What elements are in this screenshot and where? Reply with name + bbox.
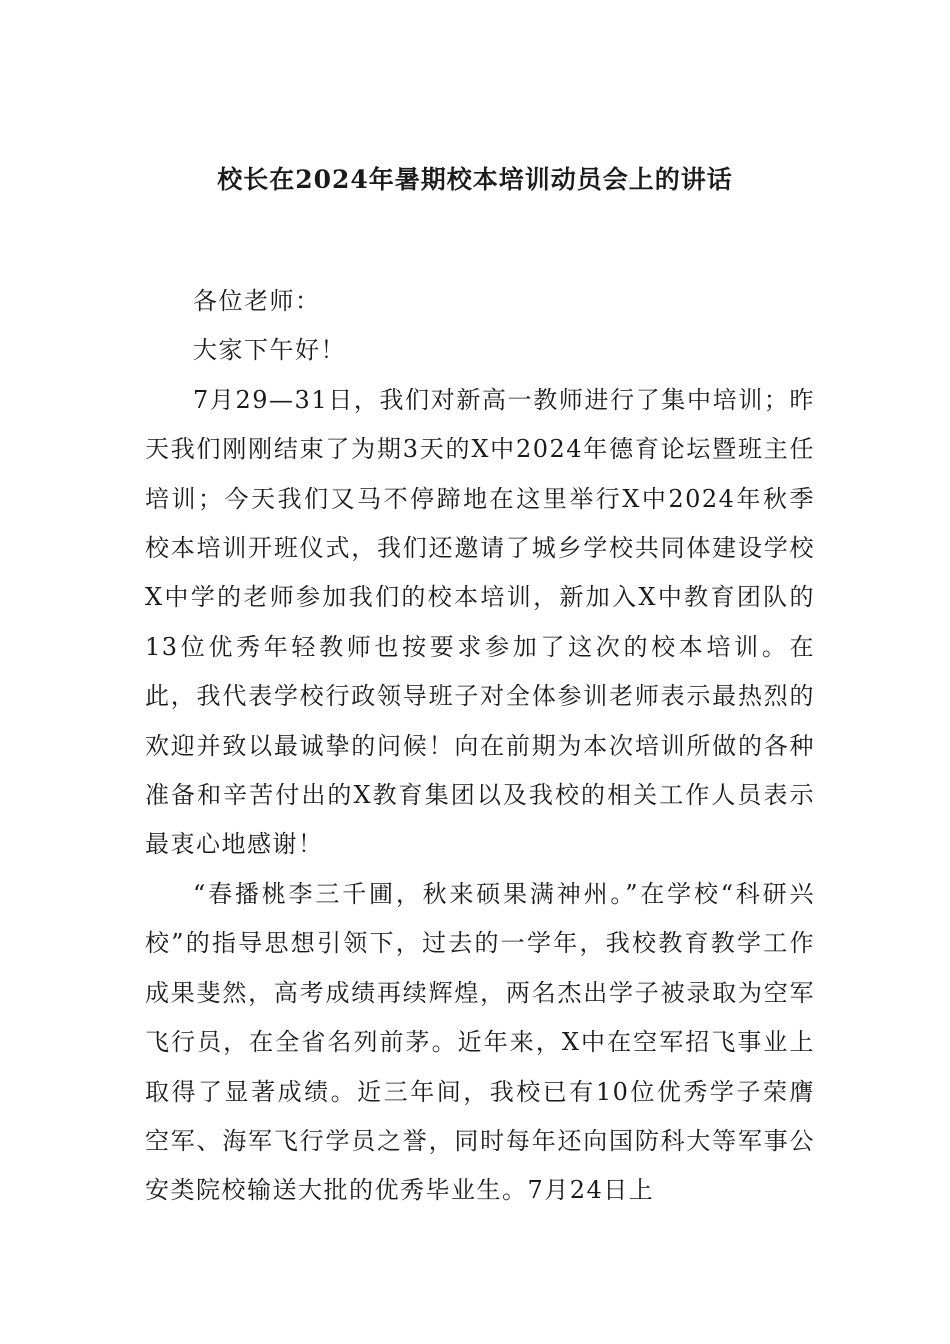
greeting: 大家下午好！ [193,336,346,365]
document-body [145,277,815,1216]
document-title: 校长在2024年暑期校本培训动员会上的讲话 [217,165,733,194]
paragraph-training-intro: 7月29—31日，我们对新高一教师进行了集中培训；昨天我们刚刚结束了为期3天的X中2024年德育论坛暨班主任培训；今天我们又马不停蹄地在这里举行X中2024年秋季校本培训开班仪式，我们还邀请了城乡学校共同体建设学校X中学的老师参加我们的校本培训，新加入X中教育团队的13位优秀年轻教师也按要求参加了这次的校本培训。在此，我代表学校行政领导班子对全体参训老师表示最热烈的欢迎并致以最诚挚的问候！向在前期为本次培训所做的各种准备和辛苦付出的X教育集团以及我校的相关工作人员表示最衷心地感谢！ [145,385,815,859]
paragraph-achievements: “春播桃李三千圃，秋来硕果满神州。”在学校“科研兴校”的指导思想引领下，过去的一学年，我校教育教学工作成果斐然，高考成绩再续辉煌，两名杰出学子被录取为空军飞行员，在全省名列前茅。近年来，X中在空军招飞事业上取得了显著成绩。近三年间，我校已有10位优秀学子荣膺空军、海军飞行学员之誉，同时每年还向国防科大等军事公安类院校输送大批的优秀毕业生。7月24日上 [145,879,815,1205]
salutation: 各位老师： [193,287,321,315]
